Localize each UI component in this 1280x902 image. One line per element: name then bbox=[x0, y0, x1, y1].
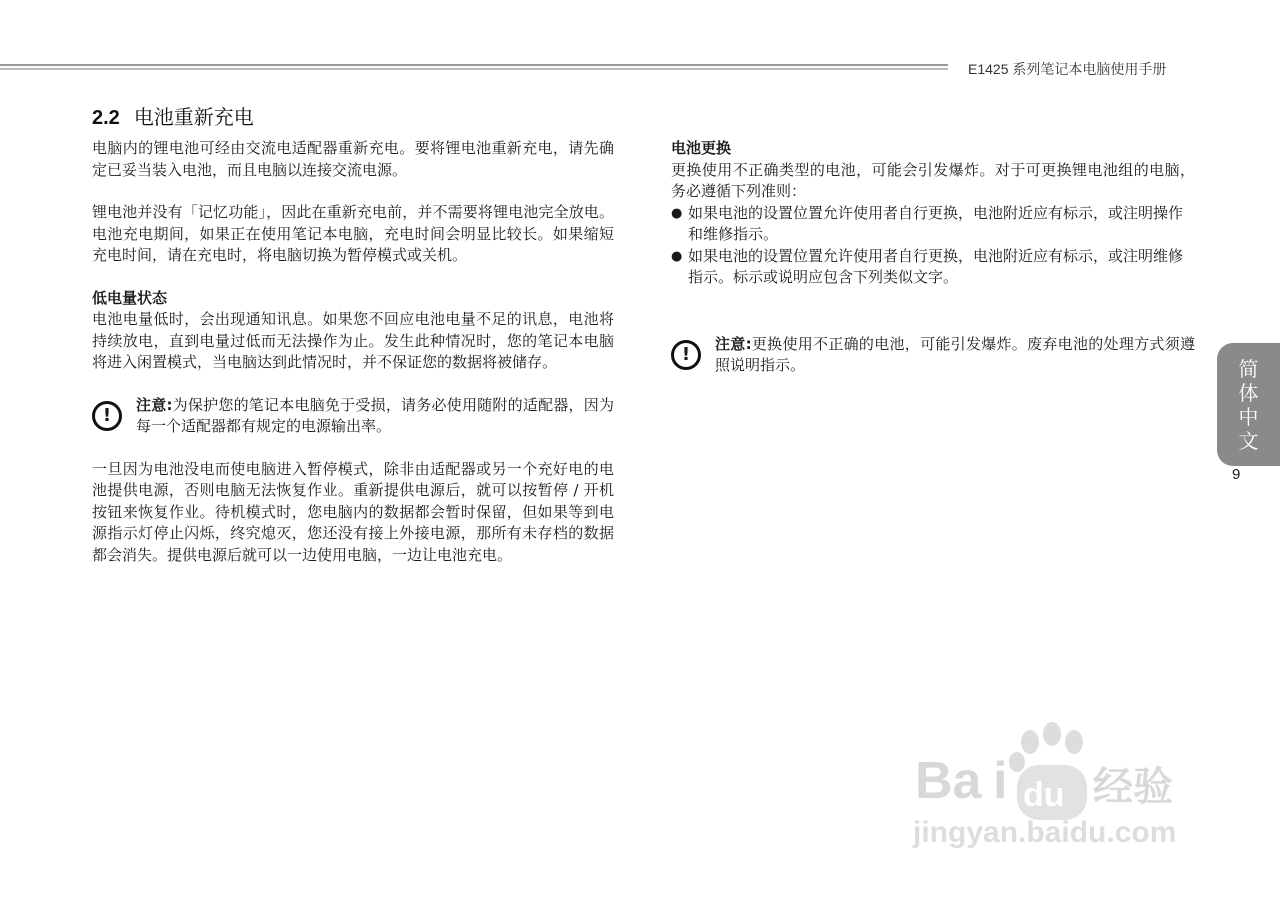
section-heading bbox=[92, 101, 254, 130]
svg-text:经验: 经验 bbox=[1093, 764, 1173, 810]
suspend-paragraph: 一旦因为电池没电而使电脑进入暂停模式，除非由适配器或另一个充好电的电池提供电源，否则电脑无法恢复作业。重新提供电源后，就可以按暂停 / 开机按钮来恢复作业。待机模式时，您电脑内的数据都会暂时保留，但如果等到电源指示灯停止闪烁，终究熄灭，您还没有接上外接电源，那所有未存档的数据都会消失。提供电源后就可以一边使用电脑，一边让电池充电。 bbox=[92, 459, 614, 564]
explosion-note-body bbox=[715, 334, 1195, 377]
header-title: E1425 系列笔记本电脑使用手册 bbox=[968, 61, 1167, 77]
svg-text:du: du bbox=[1023, 776, 1065, 814]
right-column bbox=[671, 138, 1195, 377]
adapter-note-body bbox=[136, 395, 614, 438]
header-rule bbox=[0, 64, 948, 72]
battery-replacement-paragraph: 更换使用不正确类型的电池，可能会引发爆炸。对于可更换锂电池组的电脑，务必遵循下列准则： bbox=[671, 160, 1195, 200]
page-number: 9 bbox=[1232, 466, 1241, 483]
explosion-note bbox=[671, 334, 1195, 377]
svg-text:Ba: Ba bbox=[915, 752, 982, 810]
list-item: ● 如果电池的设置位置允许使用者自行更换，电池附近应有标示，或注明操作和维修指示。 bbox=[671, 203, 1195, 246]
battery-replacement-heading: 电池更换 bbox=[671, 139, 732, 157]
low-battery-heading: 低电量状态 bbox=[92, 288, 168, 307]
section-title: 电池重新充电 bbox=[133, 105, 254, 129]
section-number: 2.2 bbox=[92, 107, 120, 129]
low-battery-block bbox=[92, 288, 614, 374]
charging-paragraph: 电脑内的锂电池可经由交流电适配器重新充电。要将锂电池重新充电，请先确定已妥当装入电池，而且电脑以连接交流电源。 bbox=[92, 139, 614, 179]
svg-text:i: i bbox=[993, 752, 1008, 810]
adapter-note bbox=[92, 395, 614, 438]
note-text: 为保护您的笔记本电脑免于受损，请务必使用随附的适配器，因为每一个适配器都有规定的电源输出率。 bbox=[136, 395, 614, 435]
note-text: 更换使用不正确的电池，可能引发爆炸。废弃电池的处理方式须遵照说明指示。 bbox=[715, 334, 1196, 374]
svg-text:jingyan.baidu.com: jingyan.baidu.com bbox=[913, 816, 1177, 849]
warning-exclamation-icon: ! bbox=[92, 401, 122, 431]
low-battery-paragraph: 电池电量低时，会出现通知讯息。如果您不回应电池电量不足的讯息，电池将持续放电，直到电量过低而无法操作为止。发生此种情况时，您的笔记本电脑将进入闲置模式，当电脑达到此情况时，并不保证您的数据将被储存。 bbox=[92, 310, 614, 371]
replacement-guidelines-list bbox=[671, 203, 1195, 289]
list-item: ● 如果电池的设置位置允许使用者自行更换，电池附近应有标示，或注明维修指示。标示或说明应包含下列类似文字。 bbox=[671, 246, 1195, 289]
memory-effect-paragraph: 锂电池并没有「记忆功能」，因此在重新充电前，并不需要将锂电池完全放电。电池充电期间，如果正在使用笔记本电脑，充电时间会明显比较长。如果缩短充电时间，请在充电时，将电脑切换为暂停模式或关机。 bbox=[92, 203, 614, 264]
note-label: 注意: bbox=[136, 395, 173, 414]
battery-replacement-block bbox=[671, 138, 1195, 203]
left-column bbox=[92, 138, 614, 566]
warning-exclamation-icon: ! bbox=[671, 340, 701, 370]
language-tab-label: 简体中文 bbox=[1238, 356, 1259, 453]
baidu-watermark-logo bbox=[905, 710, 1205, 860]
language-tab bbox=[1217, 343, 1280, 466]
note-label: 注意: bbox=[715, 334, 752, 353]
